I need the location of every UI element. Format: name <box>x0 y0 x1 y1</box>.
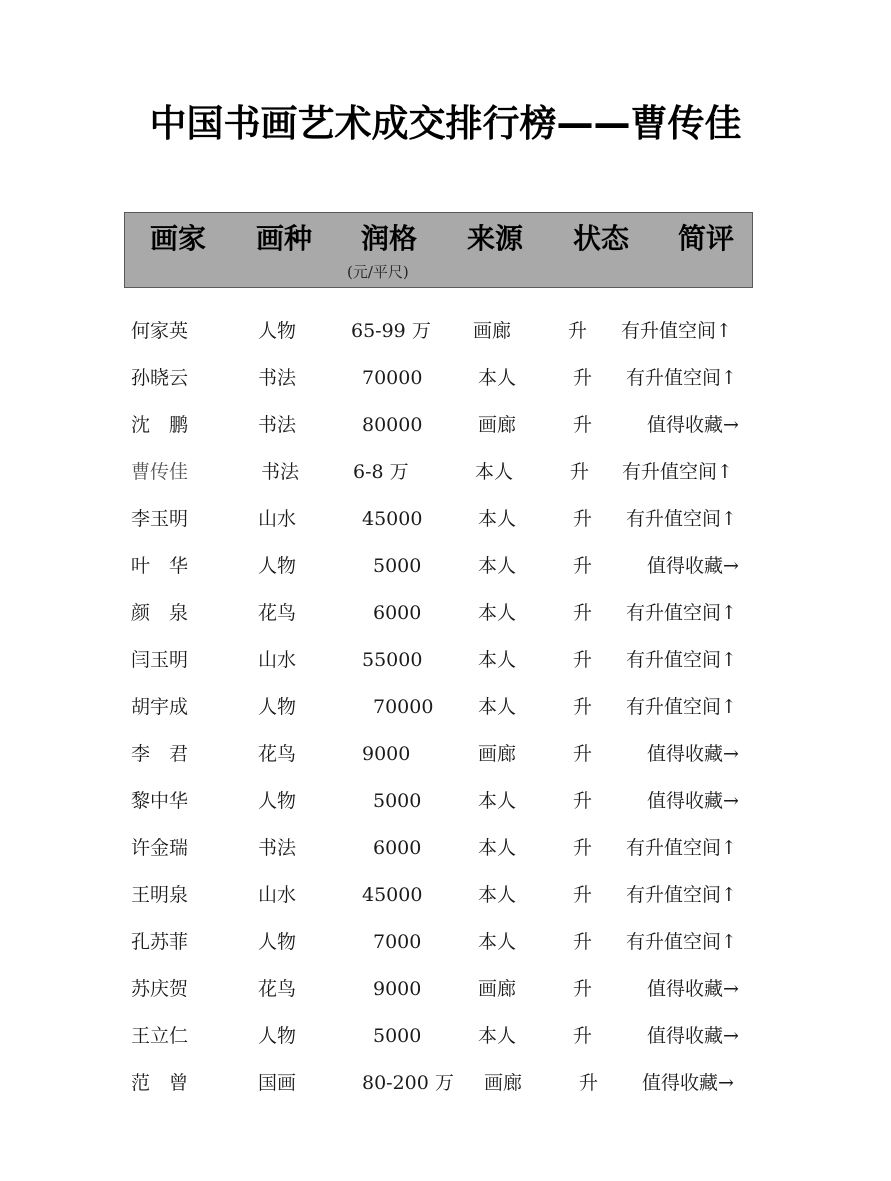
comment: 有升值空间↑ <box>622 461 733 483</box>
table-row <box>0 739 891 786</box>
price: 7000 <box>373 931 422 953</box>
painter-name: 黎中华 <box>131 790 189 812</box>
price: 6000 <box>373 602 422 624</box>
painter-name: 叶 华 <box>131 555 189 577</box>
source: 画廊 <box>473 320 512 342</box>
price: 5000 <box>373 790 422 812</box>
genre: 人物 <box>258 320 297 342</box>
source: 本人 <box>475 461 514 483</box>
status: 升 <box>573 884 593 906</box>
status: 升 <box>573 978 593 1000</box>
painter-name: 何家英 <box>131 320 189 342</box>
painter-name: 曹传佳 <box>131 461 189 483</box>
status: 升 <box>573 743 593 765</box>
source: 本人 <box>478 931 517 953</box>
comment: 值得收藏→ <box>642 1072 734 1094</box>
table-row <box>0 1021 891 1068</box>
comment: 有升值空间↑ <box>626 931 737 953</box>
ranking-list <box>0 316 891 1115</box>
comment: 值得收藏→ <box>647 555 739 577</box>
status: 升 <box>573 414 593 436</box>
painter-name: 闫玉明 <box>131 649 189 671</box>
price: 80000 <box>362 414 423 436</box>
genre: 花鸟 <box>258 743 297 765</box>
genre: 书法 <box>258 367 297 389</box>
comment: 有升值空间↑ <box>626 602 737 624</box>
source: 画廊 <box>478 978 517 1000</box>
header-comment: 简评 <box>678 222 735 255</box>
source: 本人 <box>478 1025 517 1047</box>
table-row <box>0 927 891 974</box>
table-row <box>0 410 891 457</box>
genre: 人物 <box>258 696 297 718</box>
header-price: 润格 <box>361 222 418 255</box>
genre: 书法 <box>261 461 300 483</box>
painter-name: 胡宇成 <box>131 696 189 718</box>
table-row <box>0 457 891 504</box>
table-row <box>0 974 891 1021</box>
status: 升 <box>573 696 593 718</box>
comment: 值得收藏→ <box>647 1025 739 1047</box>
header-source: 来源 <box>467 222 524 255</box>
painter-name: 王立仁 <box>131 1025 189 1047</box>
table-row <box>0 598 891 645</box>
source: 本人 <box>478 602 517 624</box>
table-row <box>0 1068 891 1115</box>
genre: 人物 <box>258 790 297 812</box>
table-row <box>0 551 891 598</box>
comment: 值得收藏→ <box>647 743 739 765</box>
comment: 值得收藏→ <box>647 414 739 436</box>
genre: 花鸟 <box>258 602 297 624</box>
price: 55000 <box>362 649 423 671</box>
table-row <box>0 880 891 927</box>
status: 升 <box>573 837 593 859</box>
painter-name: 沈 鹏 <box>131 414 189 436</box>
page-title: 中国书画艺术成交排行榜——曹传佳 <box>149 102 742 145</box>
genre: 书法 <box>258 414 297 436</box>
comment: 值得收藏→ <box>647 978 739 1000</box>
status: 升 <box>579 1072 599 1094</box>
price: 70000 <box>373 696 434 718</box>
table-row <box>0 316 891 363</box>
genre: 国画 <box>258 1072 297 1094</box>
painter-name: 苏庆贺 <box>131 978 189 1000</box>
status: 升 <box>573 367 593 389</box>
price: 80-200 万 <box>362 1072 454 1094</box>
status: 升 <box>573 1025 593 1047</box>
comment: 有升值空间↑ <box>626 508 737 530</box>
genre: 人物 <box>258 555 297 577</box>
comment: 有升值空间↑ <box>626 649 737 671</box>
painter-name: 王明泉 <box>131 884 189 906</box>
painter-name: 孔苏菲 <box>131 931 189 953</box>
price: 6-8 万 <box>353 461 409 483</box>
comment: 值得收藏→ <box>647 790 739 812</box>
table-row <box>0 645 891 692</box>
comment: 有升值空间↑ <box>626 884 737 906</box>
price: 65-99 万 <box>351 320 431 342</box>
price: 45000 <box>362 508 423 530</box>
genre: 人物 <box>258 931 297 953</box>
genre: 书法 <box>258 837 297 859</box>
painter-name: 许金瑞 <box>131 837 189 859</box>
comment: 有升值空间↑ <box>626 837 737 859</box>
table-row <box>0 833 891 880</box>
painter-name: 颜 泉 <box>131 602 189 624</box>
source: 本人 <box>478 884 517 906</box>
status: 升 <box>573 931 593 953</box>
status: 升 <box>573 602 593 624</box>
status: 升 <box>573 508 593 530</box>
table-row <box>0 786 891 833</box>
status: 升 <box>573 649 593 671</box>
header-painter: 画家 <box>150 222 207 255</box>
status: 升 <box>573 790 593 812</box>
genre: 山水 <box>258 649 297 671</box>
table-header <box>124 212 753 288</box>
source: 本人 <box>478 367 517 389</box>
price: 9000 <box>373 978 422 1000</box>
source: 本人 <box>478 837 517 859</box>
header-price-unit: (元/平尺) <box>347 263 409 281</box>
source: 本人 <box>478 508 517 530</box>
table-row <box>0 504 891 551</box>
price: 70000 <box>362 367 423 389</box>
painter-name: 范 曾 <box>131 1072 189 1094</box>
price: 5000 <box>373 555 422 577</box>
comment: 有升值空间↑ <box>621 320 732 342</box>
source: 本人 <box>478 649 517 671</box>
table-row <box>0 363 891 410</box>
status: 升 <box>568 320 588 342</box>
source: 本人 <box>478 555 517 577</box>
header-genre: 画种 <box>256 222 313 255</box>
comment: 有升值空间↑ <box>626 696 737 718</box>
price: 6000 <box>373 837 422 859</box>
status: 升 <box>573 555 593 577</box>
source: 本人 <box>478 696 517 718</box>
source: 本人 <box>478 790 517 812</box>
comment: 有升值空间↑ <box>626 367 737 389</box>
genre: 山水 <box>258 508 297 530</box>
price: 9000 <box>362 743 411 765</box>
source: 画廊 <box>478 414 517 436</box>
price: 45000 <box>362 884 423 906</box>
source: 画廊 <box>478 743 517 765</box>
painter-name: 李玉明 <box>131 508 189 530</box>
header-status: 状态 <box>573 222 630 255</box>
status: 升 <box>570 461 590 483</box>
genre: 花鸟 <box>258 978 297 1000</box>
genre: 山水 <box>258 884 297 906</box>
source: 画廊 <box>484 1072 523 1094</box>
painter-name: 李 君 <box>131 743 189 765</box>
genre: 人物 <box>258 1025 297 1047</box>
price: 5000 <box>373 1025 422 1047</box>
table-row <box>0 692 891 739</box>
painter-name: 孙晓云 <box>131 367 189 389</box>
